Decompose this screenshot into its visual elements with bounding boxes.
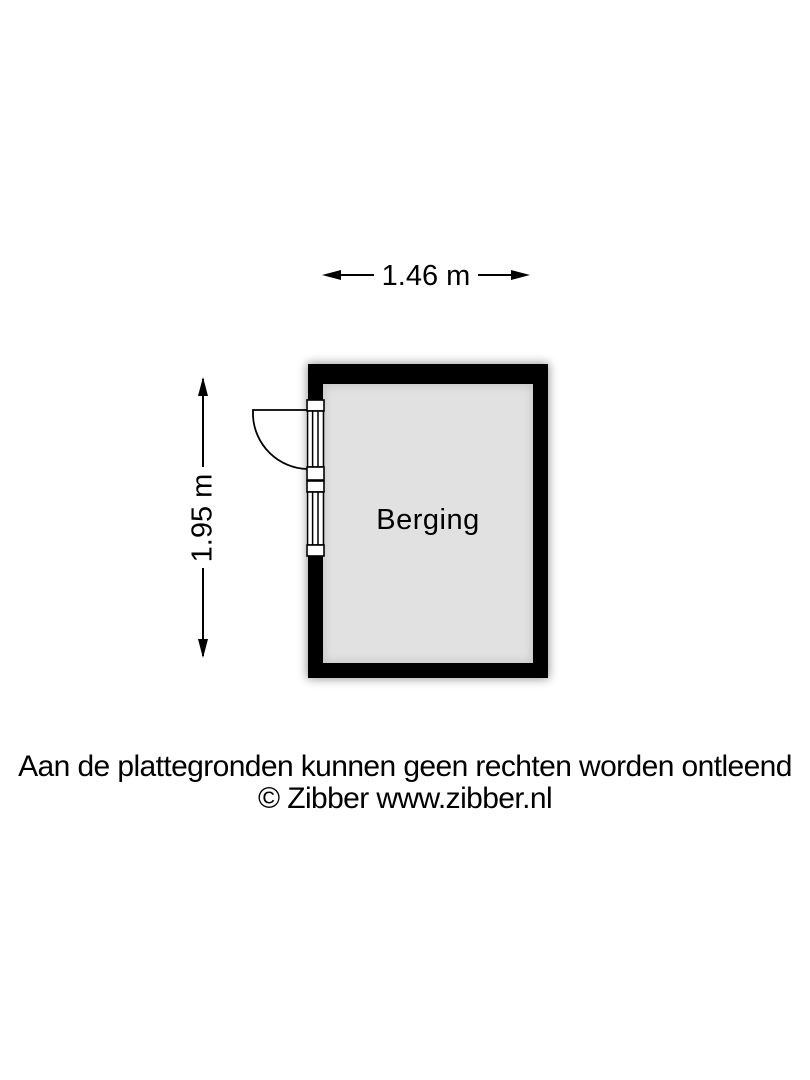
door-swing-arc (253, 410, 307, 469)
dimension-height (188, 377, 218, 658)
disclaimer-text: Aan de plattegronden kunnen geen rechten worden ontleend (18, 750, 792, 783)
room-berging (308, 364, 548, 678)
footer (0, 751, 810, 815)
dimension-width (322, 259, 530, 292)
door-icon (240, 395, 332, 567)
arrow-left-icon (322, 270, 341, 280)
room-label: Berging (376, 504, 480, 536)
copyright-text: © Zibber www.zibber.nl (257, 782, 553, 815)
arrow-down-icon (198, 639, 208, 658)
dimension-line (341, 274, 374, 276)
dimension-width-label: 1.46 m (381, 259, 471, 292)
dimension-height-label: 1.95 m (186, 473, 219, 562)
dimension-line (478, 274, 511, 276)
dimension-line (202, 379, 204, 467)
arrow-right-icon (511, 270, 530, 280)
